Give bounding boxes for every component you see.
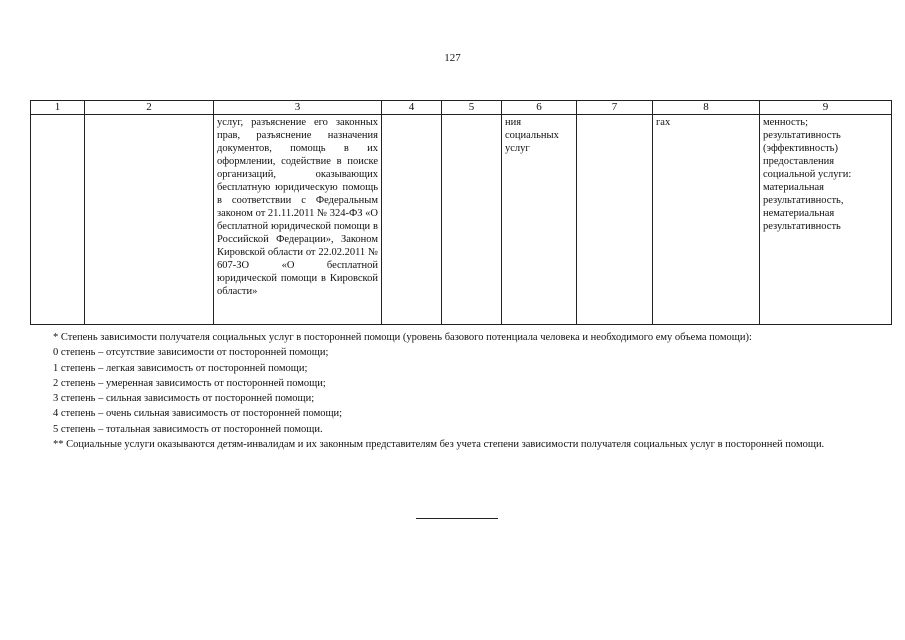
footnote-children-disabled: ** Социальные услуги оказываются детям-инвалидам и их законным представителям без учета степени зависимости получателя социальных услуг в посторонней помощи. [53, 439, 825, 451]
table-row [31, 115, 892, 325]
footnote-level: 4 степень – очень сильная зависимость от посторонней помощи; [53, 408, 343, 420]
footnote-level: 2 степень – умеренная зависимость от посторонней помощи; [53, 377, 326, 389]
cell-col-1 [31, 115, 85, 325]
column-header-8: 8 [653, 101, 760, 115]
column-header-9: 9 [760, 101, 892, 115]
cell-col-5 [442, 115, 502, 325]
table-header-row [31, 101, 892, 115]
column-header-7: 7 [577, 101, 653, 115]
footnote-level: 1 степень – легкая зависимость от посторонней помощи; [53, 362, 308, 374]
effectiveness-line: менность; [763, 117, 809, 128]
footnote-dependency-intro: * Степень зависимости получателя социальных услуг в посторонней помощи (уровень базового потенциала человека и необходимого ему объема помощи): [53, 332, 752, 343]
column-header-1: 1 [31, 101, 85, 115]
cell-col-7 [577, 115, 653, 325]
effectiveness-line: результативность (эффективность) предоставления социальной услуги: [763, 130, 852, 180]
column-header-2: 2 [85, 101, 214, 115]
effectiveness-line: материальная результативность, [763, 182, 844, 206]
end-divider [416, 518, 498, 519]
cell-effectiveness [760, 115, 892, 325]
footnotes [53, 330, 888, 452]
footnote-level: 3 степень – сильная зависимость от посторонней помощи; [53, 393, 315, 405]
cell-col-8: гах [653, 115, 760, 325]
footnote-level: 0 степень – отсутствие зависимости от посторонней помощи; [53, 347, 329, 359]
cell-col-6: ния социальных услуг [502, 115, 577, 325]
column-header-5: 5 [442, 101, 502, 115]
services-table [30, 100, 892, 325]
cell-col-4 [382, 115, 442, 325]
column-header-6: 6 [502, 101, 577, 115]
effectiveness-line: нематериальная результативность [763, 208, 841, 232]
cell-service-description: услуг, разъяснение его законных прав, разъяснение назначения документов, помощь в их оформлении, содействие в поиске организаций, оказывающих бесплатную юридическую помощь в соответствии с Федеральным законом от 21.11.2011 № 324-ФЗ «О бесплатной юридической помощи в Российской Федерации», Законом Кировской области от 22.02.2011 № 607-ЗО «О бесплатной юридической помощи в Кировской области» [214, 115, 382, 325]
column-header-4: 4 [382, 101, 442, 115]
footnote-level: 5 степень – тотальная зависимость от посторонней помощи. [53, 423, 323, 435]
column-header-3: 3 [214, 101, 382, 115]
page-number: 127 [444, 52, 461, 64]
cell-col-2 [85, 115, 214, 325]
